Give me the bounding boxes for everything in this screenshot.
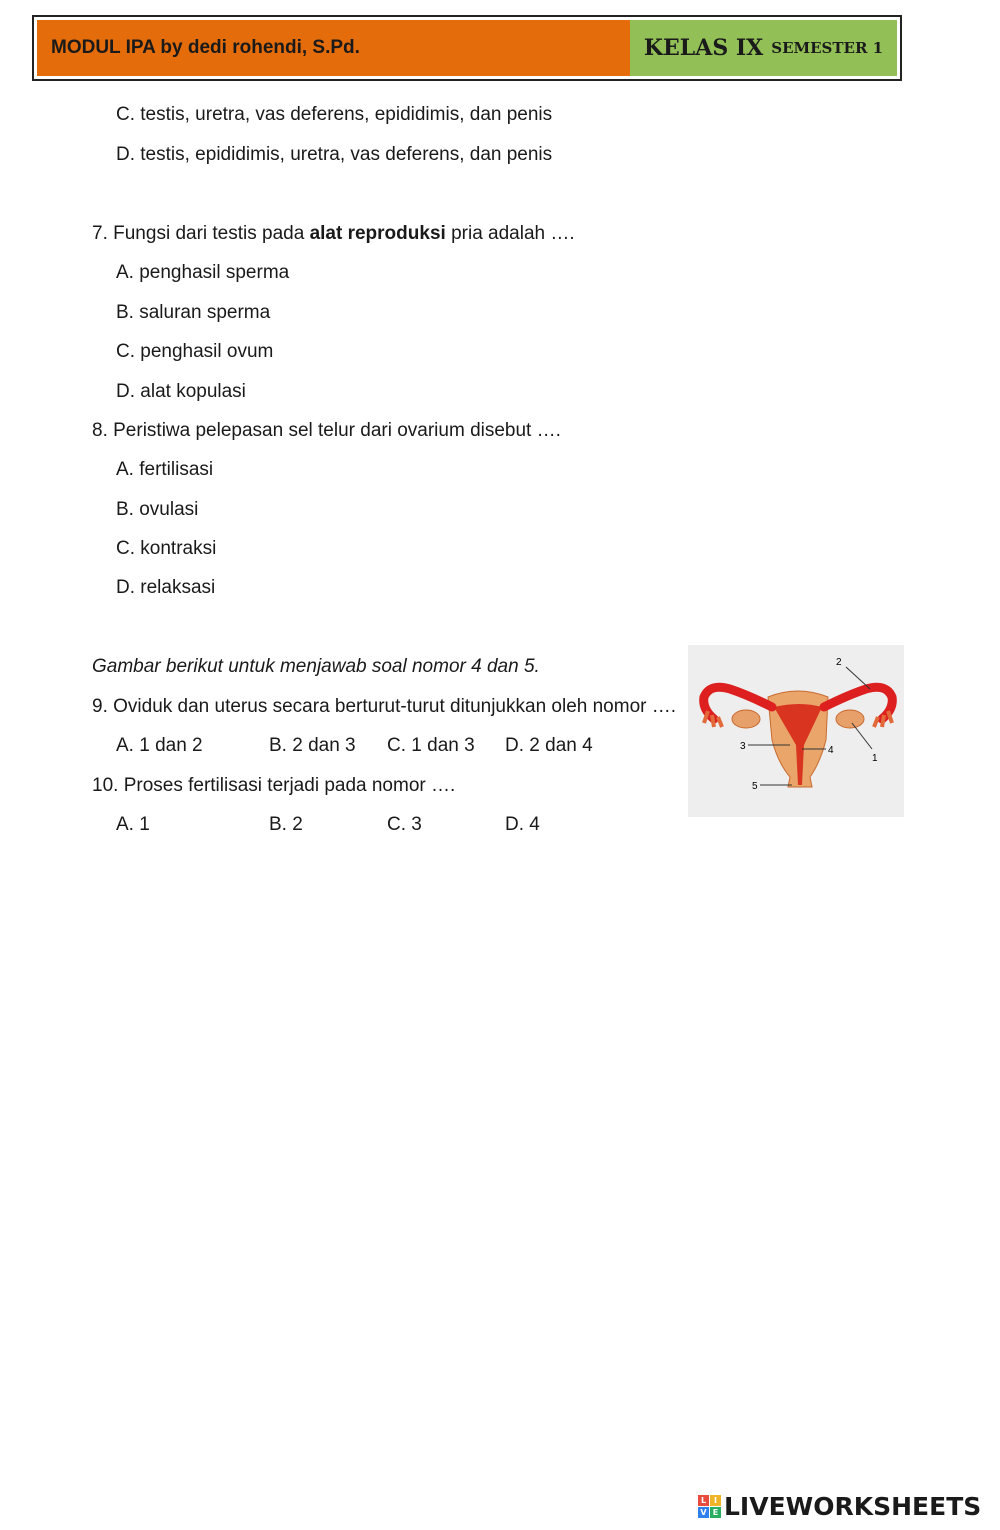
label-2: 2 xyxy=(836,657,842,668)
question-9-option-d: D. 2 dan 4 xyxy=(505,735,593,756)
label-4: 4 xyxy=(828,745,834,756)
prev-option-d: D. testis, epididimis, uretra, vas deferens, dan penis xyxy=(116,144,553,165)
logo-tile-e: E xyxy=(710,1507,721,1518)
footer-brand: LIVEWORKSHEETS xyxy=(724,1492,982,1521)
question-8-option-b: B. ovulasi xyxy=(116,499,199,520)
page-header xyxy=(32,15,902,81)
logo-tile-l: L xyxy=(698,1495,709,1506)
question-10: 10. Proses fertilisasi terjadi pada nomor …. xyxy=(92,775,456,796)
label-3: 3 xyxy=(740,741,746,752)
figure-note: Gambar berikut untuk menjawab soal nomor 4 dan 5. xyxy=(92,656,540,677)
question-7-option-a: A. penghasil sperma xyxy=(116,262,290,283)
question-7-text-before: Fungsi dari testis pada xyxy=(107,223,310,244)
header-title: MODUL IPA by dedi rohendi, S.Pd. xyxy=(37,20,630,76)
logo-tile-v: V xyxy=(698,1507,709,1518)
question-7-option-b: B. saluran sperma xyxy=(116,302,271,323)
question-10-option-c: C. 3 xyxy=(387,814,422,835)
leader-line-1 xyxy=(852,723,872,749)
question-9: 9. Oviduk dan uterus secara berturut-turut ditunjukkan oleh nomor …. xyxy=(92,696,677,717)
class-label: KELAS IX xyxy=(643,35,764,61)
header-class xyxy=(630,20,897,76)
question-10-option-b: B. 2 xyxy=(269,814,303,835)
label-1: 1 xyxy=(872,753,878,764)
question-7-text-bold: alat reproduksi xyxy=(309,223,446,244)
question-7-number: 7. xyxy=(92,223,108,244)
question-7-option-c: C. penghasil ovum xyxy=(116,341,274,362)
liveworksheets-logo-icon xyxy=(698,1495,721,1518)
left-ovary xyxy=(732,710,760,728)
question-10-option-d: D. 4 xyxy=(505,814,540,835)
uterus-illustration xyxy=(688,645,904,817)
question-9-option-c: C. 1 dan 3 xyxy=(387,735,475,756)
question-8-option-c: C. kontraksi xyxy=(116,538,217,559)
prev-option-c: C. testis, uretra, vas deferens, epididimis, dan penis xyxy=(116,104,553,125)
reproductive-system-diagram xyxy=(688,645,904,817)
question-8-option-a: A. fertilisasi xyxy=(116,459,214,480)
question-7-option-d: D. alat kopulasi xyxy=(116,381,246,402)
question-8: 8. Peristiwa pelepasan sel telur dari ovarium disebut …. xyxy=(92,420,561,441)
question-7-text-after: pria adalah …. xyxy=(445,223,575,244)
question-8-option-d: D. relaksasi xyxy=(116,577,216,598)
question-7 xyxy=(92,223,575,245)
logo-tile-i: I xyxy=(710,1495,721,1506)
liveworksheets-footer xyxy=(698,1492,981,1521)
semester-label: SEMESTER 1 xyxy=(771,39,884,57)
question-9-option-a: A. 1 dan 2 xyxy=(116,735,203,756)
label-5: 5 xyxy=(752,781,758,792)
question-10-option-a: A. 1 xyxy=(116,814,150,835)
right-ovary xyxy=(836,710,864,728)
leader-line-2 xyxy=(846,667,870,689)
question-9-option-b: B. 2 dan 3 xyxy=(269,735,356,756)
